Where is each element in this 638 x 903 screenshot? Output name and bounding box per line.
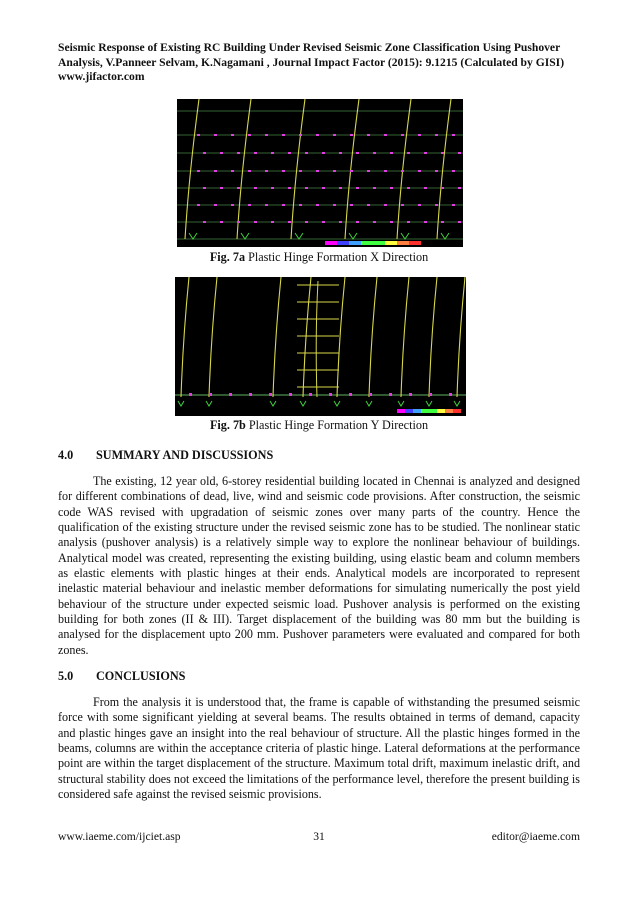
plastic-hinge-mark (452, 170, 455, 172)
plastic-hinge-mark (299, 134, 302, 136)
plastic-hinge-mark (384, 134, 387, 136)
frame-column (429, 277, 437, 397)
plastic-hinge-mark (271, 187, 274, 189)
legend-color-swatch (397, 241, 409, 245)
plastic-hinge-mark (424, 221, 427, 223)
plastic-hinge-mark (350, 170, 353, 172)
plastic-hinge-mark (203, 221, 206, 223)
legend-color-swatch (325, 241, 337, 245)
legend-color-swatch (453, 409, 461, 413)
frame-column (397, 99, 411, 239)
base-support-icon (349, 233, 357, 239)
plastic-hinge-mark (229, 393, 232, 396)
plastic-hinge-mark (339, 221, 342, 223)
plastic-hinge-mark (407, 187, 410, 189)
plastic-hinge-mark (435, 170, 438, 172)
plastic-hinge-mark (249, 393, 252, 396)
plastic-hinge-mark (449, 393, 452, 396)
plastic-hinge-mark (271, 152, 274, 154)
footer-email: editor@iaeme.com (491, 830, 580, 843)
base-support-icon (189, 233, 197, 239)
plastic-hinge-mark (390, 152, 393, 154)
plastic-hinge-mark (288, 152, 291, 154)
base-support-icon (270, 401, 276, 406)
header-line-3: www.jifactor.com (58, 70, 145, 84)
legend-color-swatch (405, 409, 413, 413)
plastic-hinge-mark (384, 204, 387, 206)
plastic-hinge-mark (384, 170, 387, 172)
base-support-icon (178, 401, 184, 406)
plastic-hinge-mark (237, 152, 240, 154)
frame-column (181, 277, 189, 397)
frame-column (185, 99, 199, 239)
section-5-number: 5.0 (58, 669, 74, 683)
plastic-hinge-mark (282, 170, 285, 172)
plastic-hinge-mark (248, 204, 251, 206)
figure-7a-image (177, 99, 463, 247)
plastic-hinge-mark (231, 134, 234, 136)
plastic-hinge-mark (418, 134, 421, 136)
figure-7b-text: Plastic Hinge Formation Y Direction (245, 418, 429, 432)
plastic-hinge-mark (435, 134, 438, 136)
plastic-hinge-mark (299, 170, 302, 172)
plastic-hinge-mark (350, 204, 353, 206)
section-4-number: 4.0 (58, 448, 74, 462)
plastic-hinge-mark (401, 134, 404, 136)
header-line-2: Analysis, V.Panneer Selvam, K.Nagamani , Journal Impact Factor (2015): 9.1215 (Calculated by GISI) (58, 55, 565, 69)
plastic-hinge-mark (299, 204, 302, 206)
plastic-hinge-mark (373, 187, 376, 189)
frame-column (209, 277, 217, 397)
base-support-icon (241, 233, 249, 239)
base-support-icon (300, 401, 306, 406)
plastic-hinge-mark (271, 221, 274, 223)
plastic-hinge-mark (441, 187, 444, 189)
plastic-hinge-mark (237, 187, 240, 189)
base-support-icon (441, 233, 449, 239)
frame-column (237, 99, 251, 239)
plastic-hinge-mark (458, 187, 461, 189)
plastic-hinge-mark (197, 170, 200, 172)
section-4-paragraph: The existing, 12 year old, 6-storey residential building located in Chennai is analyzed and designed for different combinations of dead, live, wind and seismic code provisions. After construction, the seismic code WAS revised with upgradation of seismic zones over many parts of the country. Hence the qualification of the existing structure under the revised seismic zone has to be studied. The nonlinear static analysis (pushover analysis) is a relatively simple way to explore the nonlinear behaviour of buildings. Analytical model was created, representing the existing building, using elastic beam and column members as elastic elements with plastic hinges at their ends. Analytical models are incorporated to represent inelastic material behaviour and inelastic member deformations for simulating numerically the post yield behaviour of the structure under expected seismic load. Pushover analysis is performed on the existing building for both zones (II & III). Target displacement of the building was 80 mm but the building is analysed for the displacement upto 200 mm. Pushover parameters were evaluated and compared for both zones. (58, 474, 580, 657)
frame-column (369, 277, 377, 397)
plastic-hinge-mark (333, 170, 336, 172)
plastic-hinge-mark (254, 187, 257, 189)
legend-color-swatch (429, 409, 437, 413)
base-support-icon (426, 401, 432, 406)
plastic-hinge-mark (407, 152, 410, 154)
base-support-icon (366, 401, 372, 406)
plastic-hinge-mark (373, 221, 376, 223)
base-support-icon (334, 401, 340, 406)
plastic-hinge-mark (367, 134, 370, 136)
plastic-hinge-mark (424, 187, 427, 189)
legend-color-swatch (445, 409, 453, 413)
plastic-hinge-mark (435, 204, 438, 206)
plastic-hinge-mark (452, 204, 455, 206)
plastic-hinge-mark (203, 152, 206, 154)
plastic-hinge-mark (452, 134, 455, 136)
plastic-hinge-mark (441, 152, 444, 154)
plastic-hinge-mark (356, 152, 359, 154)
frame-column (303, 277, 311, 397)
frame-column (316, 281, 318, 397)
plastic-hinge-mark (305, 152, 308, 154)
plastic-hinge-mark (220, 221, 223, 223)
plastic-hinge-mark (407, 221, 410, 223)
plastic-hinge-mark (322, 221, 325, 223)
plastic-hinge-mark (309, 393, 312, 396)
plastic-hinge-mark (254, 221, 257, 223)
plastic-hinge-mark (329, 393, 332, 396)
plastic-hinge-mark (282, 204, 285, 206)
plastic-hinge-mark (288, 221, 291, 223)
legend-color-swatch (349, 241, 361, 245)
legend-color-swatch (437, 409, 445, 413)
plastic-hinge-mark (265, 204, 268, 206)
plastic-hinge-mark (401, 170, 404, 172)
plastic-hinge-mark (220, 187, 223, 189)
plastic-hinge-mark (369, 393, 372, 396)
frame-column (273, 277, 281, 397)
plastic-hinge-mark (339, 187, 342, 189)
plastic-hinge-mark (350, 134, 353, 136)
legend-color-swatch (397, 409, 405, 413)
legend-color-swatch (409, 241, 421, 245)
base-support-icon (454, 401, 460, 406)
figure-7a-caption (0, 250, 638, 265)
plastic-hinge-mark (333, 134, 336, 136)
legend-color-swatch (413, 409, 421, 413)
plastic-hinge-mark (269, 393, 272, 396)
section-5-title: CONCLUSIONS (96, 669, 186, 683)
base-support-icon (206, 401, 212, 406)
plastic-hinge-mark (248, 170, 251, 172)
plastic-hinge-mark (231, 204, 234, 206)
plastic-hinge-mark (458, 152, 461, 154)
plastic-hinge-mark (424, 152, 427, 154)
base-support-icon (401, 233, 409, 239)
section-5-heading (58, 669, 185, 684)
plastic-hinge-mark (339, 152, 342, 154)
plastic-hinge-mark (322, 187, 325, 189)
figure-7b-caption (0, 418, 638, 433)
plastic-hinge-mark (254, 152, 257, 154)
plastic-hinge-mark (429, 393, 432, 396)
plastic-hinge-mark (305, 221, 308, 223)
plastic-hinge-mark (316, 170, 319, 172)
plastic-hinge-mark (316, 134, 319, 136)
plastic-hinge-mark (289, 393, 292, 396)
plastic-hinge-mark (401, 204, 404, 206)
figure-7b-label: Fig. 7b (209, 418, 246, 432)
section-5-paragraph: From the analysis it is understood that, the frame is capable of withstanding the presumed seismic force with some significant yielding at several beams. The results obtained in terms of demand, capacity and plastic hinges gave an insight into the real behaviour of structure. All the plastic hinges formed in the beams, columns are within the acceptance criteria of plastic hinge. Lateral deformations at the performance point are within the target displacement of the structure. Maximum total drift, maximum inelastic drift, and structural stability does not exceed the limitations of the performance level, therefore the present building is considered safe against the revised seismic provisions. (58, 695, 580, 802)
plastic-hinge-mark (356, 187, 359, 189)
figure-7b-image (175, 277, 466, 416)
plastic-hinge-mark (214, 204, 217, 206)
plastic-hinge-mark (418, 204, 421, 206)
plastic-hinge-mark (209, 393, 212, 396)
frame-column (457, 277, 465, 397)
plastic-hinge-mark (189, 393, 192, 396)
plastic-hinge-mark (441, 221, 444, 223)
plastic-hinge-mark (265, 134, 268, 136)
legend-color-swatch (373, 241, 385, 245)
figure-7a-text: Plastic Hinge Formation X Direction (245, 250, 429, 264)
plastic-hinge-mark (390, 221, 393, 223)
plastic-hinge-mark (389, 393, 392, 396)
plastic-hinge-mark (203, 187, 206, 189)
header-line-1: Seismic Response of Existing RC Building Under Revised Seismic Zone Classification Using Pushover (58, 41, 561, 54)
frame-column (437, 99, 451, 239)
plastic-hinge-mark (373, 152, 376, 154)
plastic-hinge-mark (390, 187, 393, 189)
footer-website: www.iaeme.com/ijciet.asp (58, 830, 181, 843)
figure-7a-label: Fig. 7a (209, 250, 246, 264)
page-number: 31 (313, 830, 325, 843)
plastic-hinge-mark (322, 152, 325, 154)
plastic-hinge-mark (367, 170, 370, 172)
hinge-y-direction-plot (175, 277, 466, 416)
base-support-icon (398, 401, 404, 406)
legend-color-swatch (421, 409, 429, 413)
hinge-x-direction-plot (177, 99, 463, 247)
section-4-title: SUMMARY AND DISCUSSIONS (96, 448, 274, 462)
frame-column (401, 277, 409, 397)
legend-color-swatch (361, 241, 373, 245)
section-4-heading (58, 448, 273, 463)
frame-column (291, 99, 305, 239)
plastic-hinge-mark (197, 204, 200, 206)
plastic-hinge-mark (214, 134, 217, 136)
plastic-hinge-mark (409, 393, 412, 396)
plastic-hinge-mark (458, 221, 461, 223)
legend-color-swatch (337, 241, 349, 245)
plastic-hinge-mark (237, 221, 240, 223)
running-header (58, 41, 580, 85)
frame-column (345, 99, 359, 239)
plastic-hinge-mark (220, 152, 223, 154)
plastic-hinge-mark (282, 134, 285, 136)
plastic-hinge-mark (214, 170, 217, 172)
legend-color-swatch (385, 241, 397, 245)
base-support-icon (295, 233, 303, 239)
plastic-hinge-mark (248, 134, 251, 136)
plastic-hinge-mark (231, 170, 234, 172)
plastic-hinge-mark (305, 187, 308, 189)
plastic-hinge-mark (333, 204, 336, 206)
plastic-hinge-mark (265, 170, 268, 172)
plastic-hinge-mark (316, 204, 319, 206)
plastic-hinge-mark (418, 170, 421, 172)
frame-column (337, 277, 345, 397)
plastic-hinge-mark (356, 221, 359, 223)
plastic-hinge-mark (197, 134, 200, 136)
plastic-hinge-mark (367, 204, 370, 206)
plastic-hinge-mark (349, 393, 352, 396)
plastic-hinge-mark (288, 187, 291, 189)
